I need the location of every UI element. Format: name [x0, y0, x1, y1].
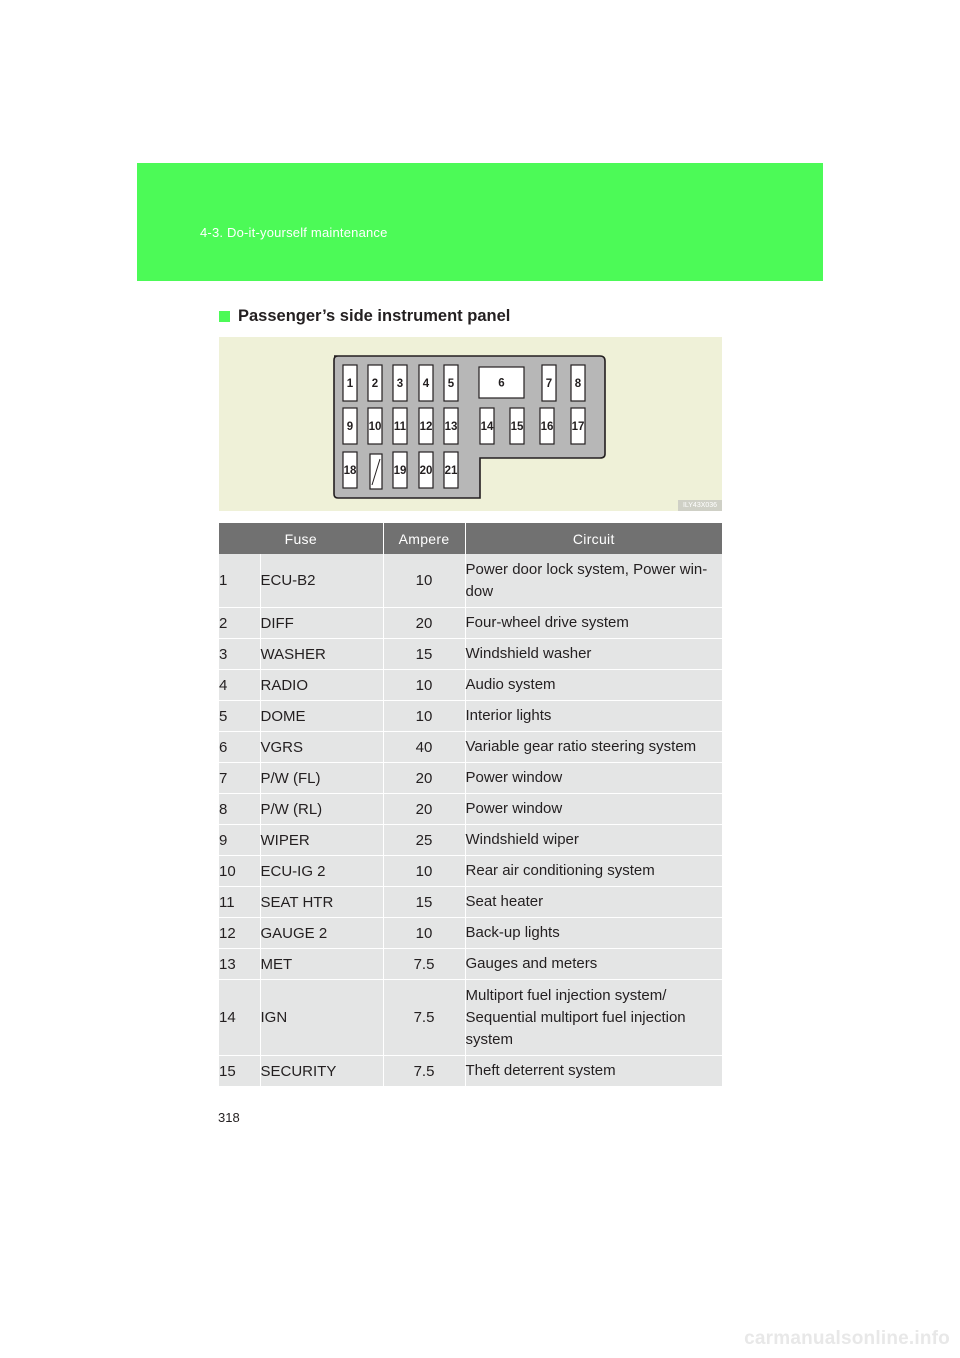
fuse-slot-8: [571, 365, 585, 401]
fuse-number: 1: [219, 554, 260, 608]
fuse-number: 7: [219, 763, 260, 794]
subsection-heading: [219, 305, 510, 327]
fuse-slot-12-label: 12: [419, 421, 433, 433]
fuse-ampere: 10: [383, 918, 465, 949]
fuse-name: IGN: [260, 980, 383, 1056]
fuse-slot-1: [343, 365, 357, 401]
fuse-row: [219, 856, 722, 887]
fuse-slot-12: [419, 408, 433, 444]
diagram-code-label: ILY43X036: [678, 500, 722, 511]
fuse-ampere: 10: [383, 701, 465, 732]
fuse-circuit: Variable gear ratio steering system: [465, 732, 722, 763]
fuse-row: [219, 554, 722, 608]
header-circuit: Circuit: [465, 523, 722, 554]
fuse-ampere: 7.5: [383, 980, 465, 1056]
fuse-row: [219, 639, 722, 670]
fuse-name: ECU-B2: [260, 554, 383, 608]
fuse-name: P/W (FL): [260, 763, 383, 794]
fuse-ampere: 25: [383, 825, 465, 856]
fuse-slot-10: [368, 408, 382, 444]
fuse-row: [219, 794, 722, 825]
fuse-ampere: 10: [383, 670, 465, 701]
fuse-name: ECU-IG 2: [260, 856, 383, 887]
fuse-slot-18-label: 18: [343, 465, 357, 477]
fuse-slot-3-label: 3: [396, 378, 404, 390]
fuse-slot-13: [444, 408, 458, 444]
fuse-name: GAUGE 2: [260, 918, 383, 949]
fuse-ampere: 10: [383, 554, 465, 608]
fuse-slot-14: [480, 408, 494, 444]
fuse-circuit: Multiport fuel injection system/ Sequential multiport fuel injection system: [465, 980, 722, 1056]
fuse-number: 6: [219, 732, 260, 763]
fuse-ampere: 15: [383, 887, 465, 918]
fuse-circuit: Rear air conditioning system: [465, 856, 722, 887]
fuse-circuit: Gauges and meters: [465, 949, 722, 980]
fuse-slot-21: [444, 452, 458, 488]
fuse-slot-4: [419, 365, 433, 401]
fuse-number: 14: [219, 980, 260, 1056]
fuse-name: VGRS: [260, 732, 383, 763]
fuse-slot-18: [343, 452, 357, 488]
fuse-number: 4: [219, 670, 260, 701]
fuse-slot-16-label: 16: [540, 421, 554, 433]
fuse-ampere: 20: [383, 794, 465, 825]
fuse-ampere: 20: [383, 608, 465, 639]
fuse-slot-3: [393, 365, 407, 401]
fuse-row: [219, 887, 722, 918]
fuse-slot-5-label: 5: [447, 378, 455, 390]
fuse-slot-10-label: 10: [368, 421, 382, 433]
fuse-ampere: 7.5: [383, 949, 465, 980]
fuse-slot-9: [343, 408, 357, 444]
fuse-slot-21-label: 21: [444, 465, 458, 477]
fuse-slot-15: [510, 408, 524, 444]
fuse-circuit: Theft deterrent system: [465, 1056, 722, 1087]
fuse-slot-1-label: 1: [346, 378, 354, 390]
header-ampere: Ampere: [383, 523, 465, 554]
fuse-row: [219, 918, 722, 949]
fuse-slot-17: [571, 408, 585, 444]
fuse-slot-16: [540, 408, 554, 444]
fuse-number: 12: [219, 918, 260, 949]
fuse-slot-9-label: 9: [346, 421, 354, 433]
fuse-table: [219, 523, 722, 1087]
fuse-row: [219, 732, 722, 763]
fuse-slot-2-label: 2: [371, 378, 379, 390]
fuse-row: [219, 763, 722, 794]
fuse-number: 15: [219, 1056, 260, 1087]
fuse-row: [219, 608, 722, 639]
header-fuse: Fuse: [219, 523, 383, 554]
fuse-circuit: Windshield wiper: [465, 825, 722, 856]
fuse-row: [219, 701, 722, 732]
fuse-slot-2: [368, 365, 382, 401]
fuse-circuit: Four-wheel drive system: [465, 608, 722, 639]
fuse-circuit: Audio system: [465, 670, 722, 701]
watermark: carmanualsonline.info: [744, 1328, 950, 1349]
fuse-slot-5: [444, 365, 458, 401]
fuse-row: [219, 949, 722, 980]
section-header-band: [137, 163, 823, 281]
fuse-slot-11: [393, 408, 407, 444]
fuse-ampere: 10: [383, 856, 465, 887]
fuse-slot-6-label: 6: [498, 377, 505, 390]
fuse-slot-20-label: 20: [419, 465, 433, 477]
fuse-ampere: 20: [383, 763, 465, 794]
page-number: 318: [218, 1110, 240, 1125]
fuse-name: MET: [260, 949, 383, 980]
fuse-circuit: Interior lights: [465, 701, 722, 732]
fuse-number: 11: [219, 887, 260, 918]
fuse-slot-13-label: 13: [444, 421, 458, 433]
fuse-name: SECURITY: [260, 1056, 383, 1087]
fuse-slot-19: [393, 452, 407, 488]
fuse-row: [219, 980, 722, 1056]
fuse-ampere: 15: [383, 639, 465, 670]
fuse-circuit: Windshield washer: [465, 639, 722, 670]
fuse-slot-6: [479, 367, 524, 398]
fuse-name: DIFF: [260, 608, 383, 639]
fuse-circuit: Power window: [465, 763, 722, 794]
fuse-slot-15-label: 15: [510, 421, 524, 433]
fuse-row: [219, 1056, 722, 1087]
fuse-slot-20: [419, 452, 433, 488]
fuse-row: [219, 670, 722, 701]
fuse-ampere: 40: [383, 732, 465, 763]
fuse-slot-17-label: 17: [571, 421, 585, 433]
fuse-number: 5: [219, 701, 260, 732]
fuse-slot-7-label: 7: [545, 378, 553, 390]
fuse-name: P/W (RL): [260, 794, 383, 825]
heading-text: Passenger’s side instrument panel: [238, 306, 511, 325]
fuse-slot-8-label: 8: [574, 378, 582, 390]
fuse-number: 3: [219, 639, 260, 670]
fuse-name: DOME: [260, 701, 383, 732]
fuse-box-illustration: [219, 337, 722, 511]
fuse-circuit: Power door lock system, Power win-dow: [465, 554, 722, 608]
fuse-slot-11-label: 11: [393, 421, 407, 433]
fuse-circuit: Power window: [465, 794, 722, 825]
fuse-name: RADIO: [260, 670, 383, 701]
fuse-slot-14-label: 14: [480, 421, 494, 433]
fuse-number: 8: [219, 794, 260, 825]
fuse-circuit: Seat heater: [465, 887, 722, 918]
fuse-number: 9: [219, 825, 260, 856]
fuse-number: 13: [219, 949, 260, 980]
fuse-name: SEAT HTR: [260, 887, 383, 918]
fuse-slot-7: [542, 365, 556, 401]
fuse-ampere: 7.5: [383, 1056, 465, 1087]
fuse-slot-19-label: 19: [393, 465, 407, 477]
fuse-number: 2: [219, 608, 260, 639]
heading-bullet-square: [219, 311, 230, 322]
fuse-name: WASHER: [260, 639, 383, 670]
fuse-name: WIPER: [260, 825, 383, 856]
fuse-slot-4-label: 4: [422, 378, 430, 390]
fuse-circuit: Back-up lights: [465, 918, 722, 949]
fuse-box-diagram: [219, 337, 722, 511]
fuse-table-header-row: [219, 523, 722, 554]
section-title: 4-3. Do-it-yourself maintenance: [200, 225, 388, 240]
fuse-number: 10: [219, 856, 260, 887]
fuse-row: [219, 825, 722, 856]
